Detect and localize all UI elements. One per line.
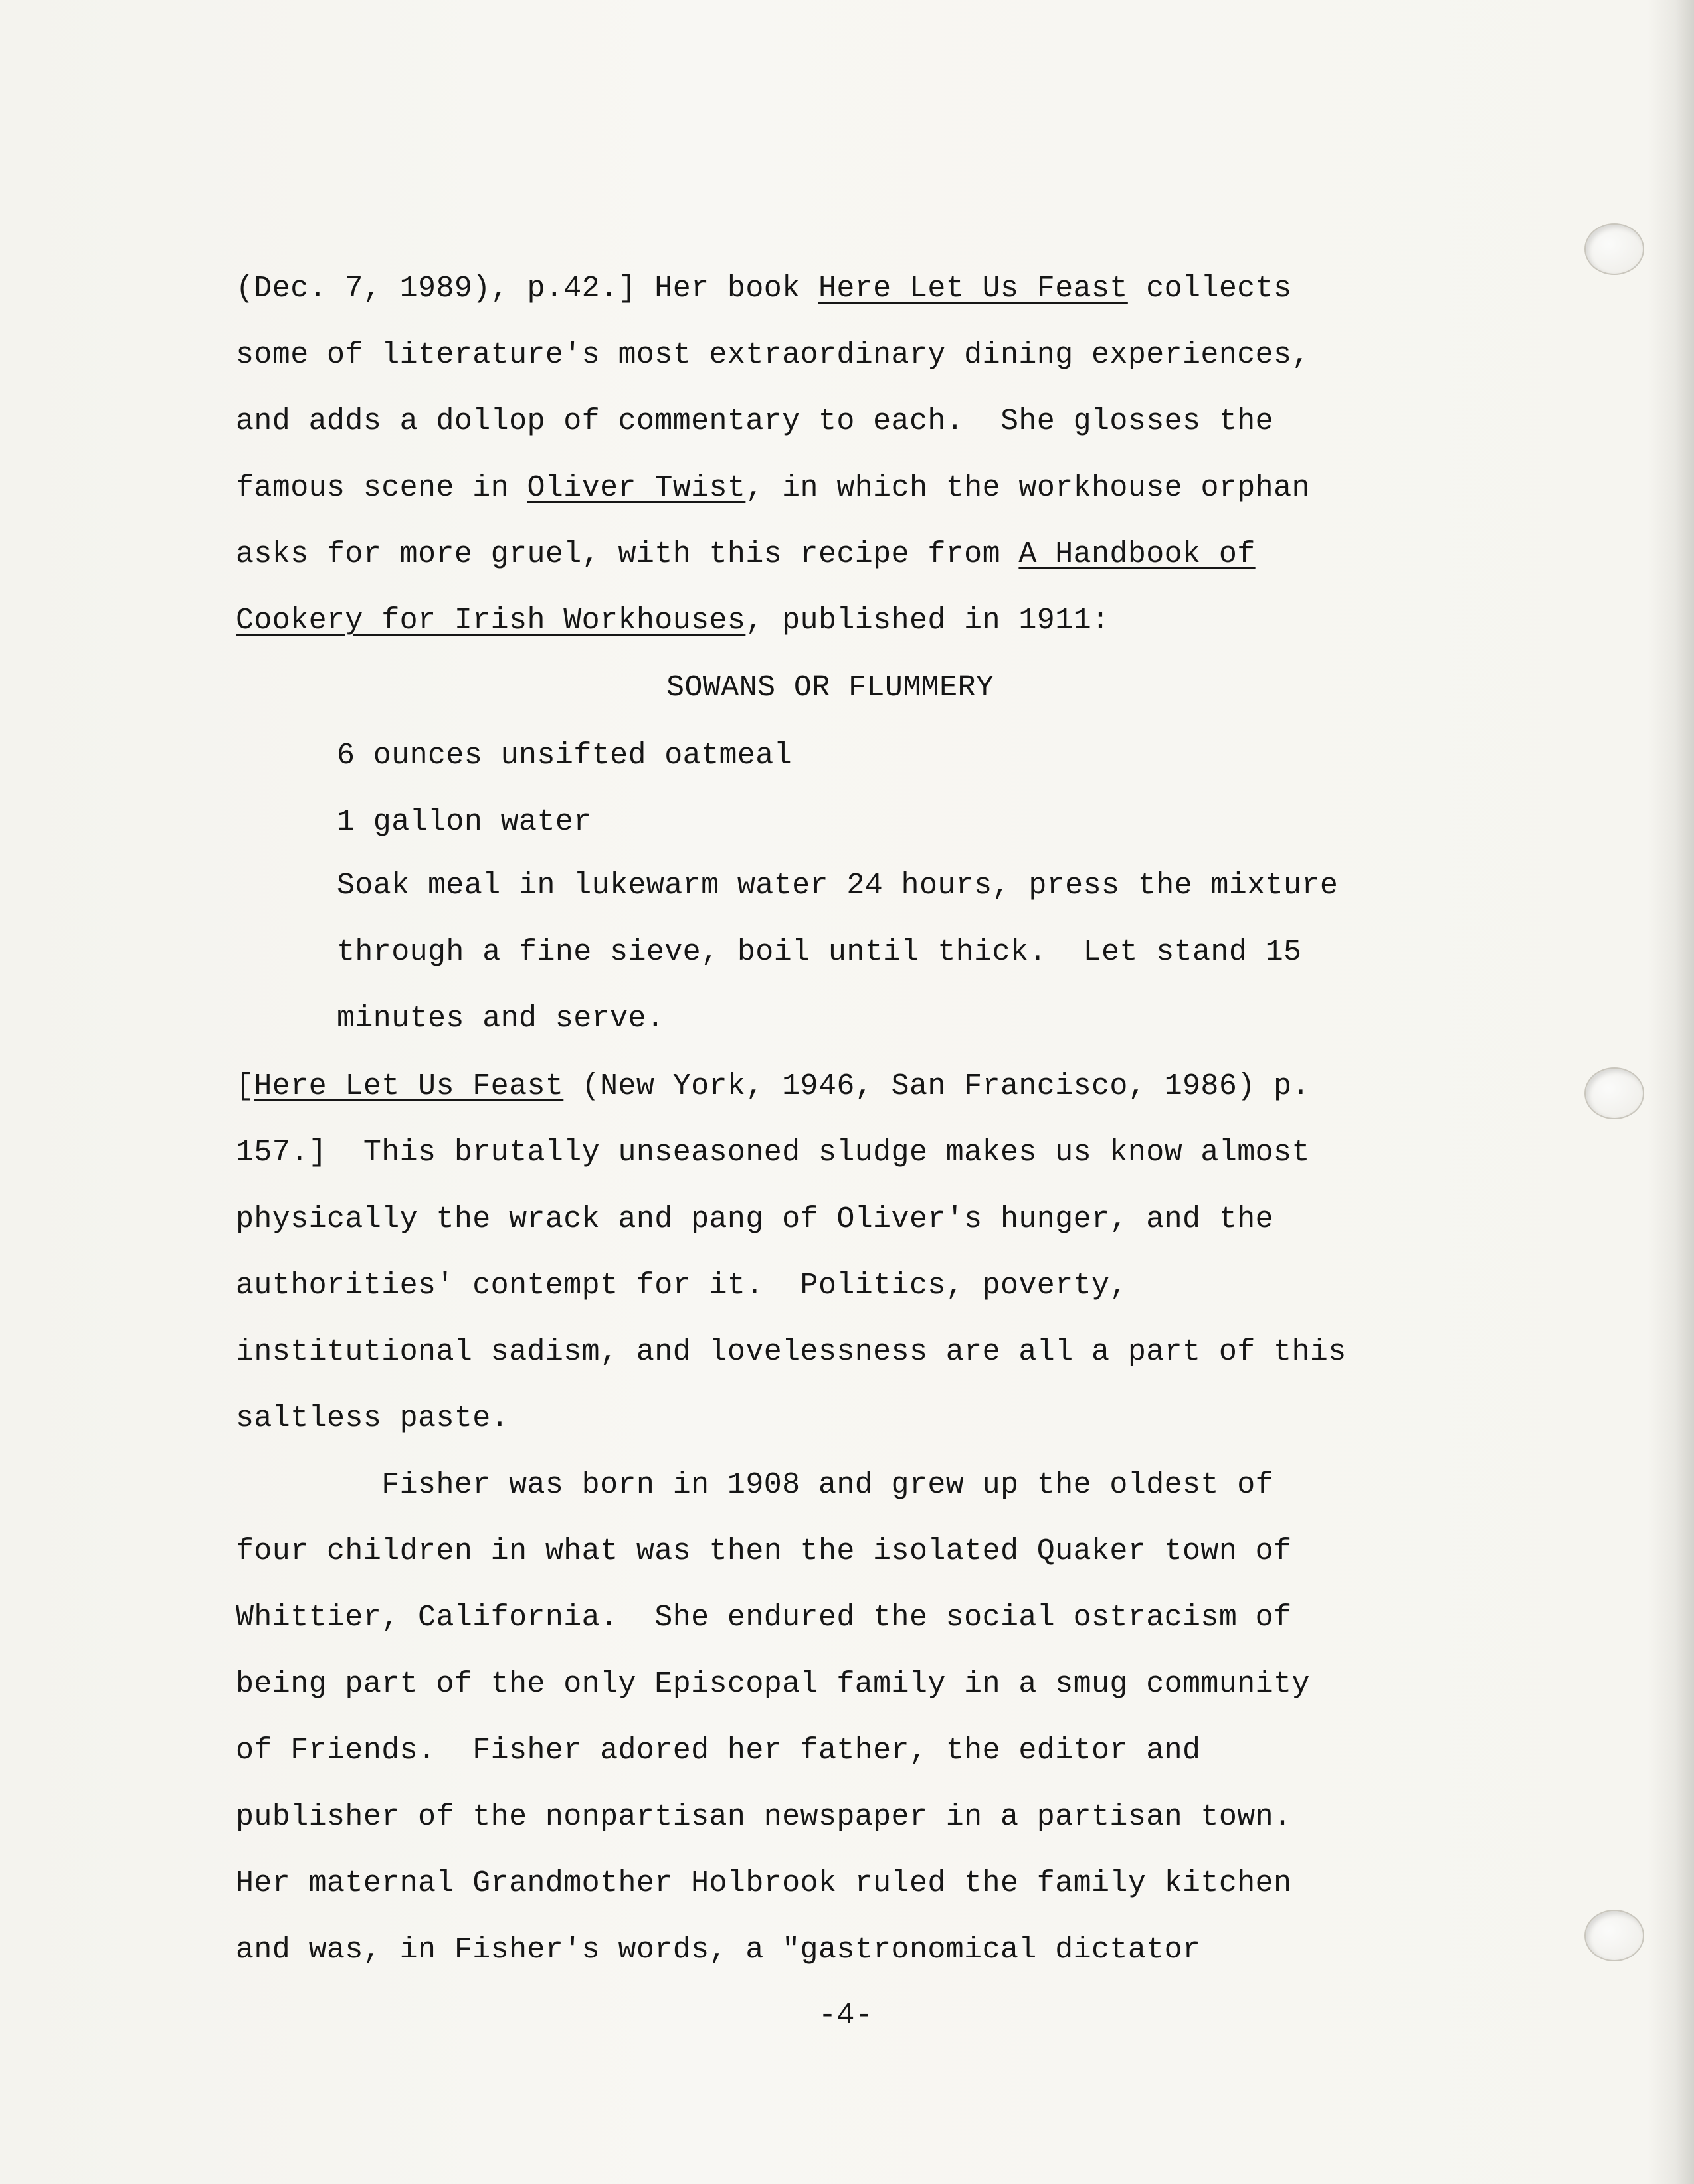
text-segment: (New York, 1946, San Francisco, 1986) p. bbox=[563, 1069, 1310, 1103]
text-line bbox=[236, 468, 1310, 508]
text-line bbox=[236, 1665, 1310, 1704]
text-line bbox=[236, 1399, 509, 1439]
punch-hole-middle bbox=[1584, 1067, 1644, 1119]
recipe-ingredient: 6 ounces unsifted oatmeal bbox=[337, 739, 793, 773]
text-line bbox=[236, 535, 1256, 575]
text-segment: of Friends. Fisher adored her father, the editor and bbox=[236, 1734, 1201, 1768]
text-segment: institutional sadism, and lovelessness are all a part of this bbox=[236, 1335, 1347, 1369]
text-line bbox=[236, 1200, 1273, 1239]
punch-hole-bottom bbox=[1584, 1910, 1644, 1961]
recipe-title: SOWANS OR FLUMMERY bbox=[666, 671, 994, 705]
underlined-title: A Handbook of bbox=[1018, 537, 1256, 571]
text-segment: and was, in Fisher's words, a "gastronomical dictator bbox=[236, 1933, 1201, 1967]
text-line bbox=[236, 1930, 1200, 1970]
text-line bbox=[236, 1067, 1310, 1107]
text-line bbox=[236, 402, 1273, 442]
text-segment: being part of the only Episcopal family in a smug community bbox=[236, 1667, 1310, 1701]
recipe-ingredient: 1 gallon water bbox=[337, 805, 592, 839]
text-line bbox=[236, 1465, 1273, 1505]
text-segment: famous scene in bbox=[236, 471, 527, 505]
recipe-instruction-line: Soak meal in lukewarm water 24 hours, press the mixture bbox=[337, 869, 1339, 903]
text-line bbox=[236, 1133, 1310, 1173]
text-segment: Fisher was born in 1908 and grew up the oldest of bbox=[236, 1468, 1274, 1502]
text-segment: Her maternal Grandmother Holbrook ruled the family kitchen bbox=[236, 1866, 1292, 1900]
text-line bbox=[236, 601, 1109, 641]
page-edge-shadow bbox=[1647, 0, 1694, 2184]
text-segment: Whittier, California. She endured the social ostracism of bbox=[236, 1601, 1292, 1635]
text-segment: collects bbox=[1127, 272, 1292, 306]
text-segment: and adds a dollop of commentary to each. She glosses the bbox=[236, 405, 1274, 438]
text-segment: physically the wrack and pang of Oliver's hunger, and the bbox=[236, 1202, 1274, 1236]
text-segment: asks for more gruel, with this recipe from bbox=[236, 537, 1019, 571]
text-line bbox=[236, 335, 1310, 375]
underlined-title: Here Let Us Feast bbox=[818, 272, 1128, 306]
text-line bbox=[236, 1332, 1347, 1372]
text-segment: saltless paste. bbox=[236, 1402, 510, 1435]
text-segment: [ bbox=[236, 1069, 254, 1103]
recipe-instruction-line: through a fine sieve, boil until thick. Let stand 15 bbox=[337, 935, 1302, 969]
text-line bbox=[236, 1266, 1128, 1306]
text-segment: some of literature's most extraordinary dining experiences, bbox=[236, 338, 1310, 372]
page-number: -4- bbox=[818, 1999, 874, 2033]
text-segment: , in which the workhouse orphan bbox=[745, 471, 1310, 505]
underlined-title: Oliver Twist bbox=[527, 471, 746, 505]
text-line bbox=[236, 269, 1291, 309]
text-segment: four children in what was then the isolated Quaker town of bbox=[236, 1534, 1292, 1568]
text-line bbox=[236, 1731, 1200, 1771]
underlined-title: Cookery for Irish Workhouses bbox=[236, 604, 746, 638]
underlined-title: Here Let Us Feast bbox=[254, 1069, 564, 1103]
text-segment: (Dec. 7, 1989), p.42.] Her book bbox=[236, 272, 818, 306]
text-line bbox=[236, 1797, 1291, 1837]
text-segment: authorities' contempt for it. Politics, poverty, bbox=[236, 1269, 1128, 1303]
text-line bbox=[236, 1532, 1291, 1572]
text-segment: 157.] This brutally unseasoned sludge makes us know almost bbox=[236, 1136, 1310, 1170]
text-segment: , published in 1911: bbox=[745, 604, 1110, 638]
text-line bbox=[236, 1598, 1291, 1638]
text-segment: publisher of the nonpartisan newspaper in a partisan town. bbox=[236, 1800, 1292, 1834]
punch-hole-top bbox=[1584, 223, 1644, 275]
recipe-instruction-line: minutes and serve. bbox=[337, 1002, 665, 1036]
text-line bbox=[236, 1864, 1291, 1904]
